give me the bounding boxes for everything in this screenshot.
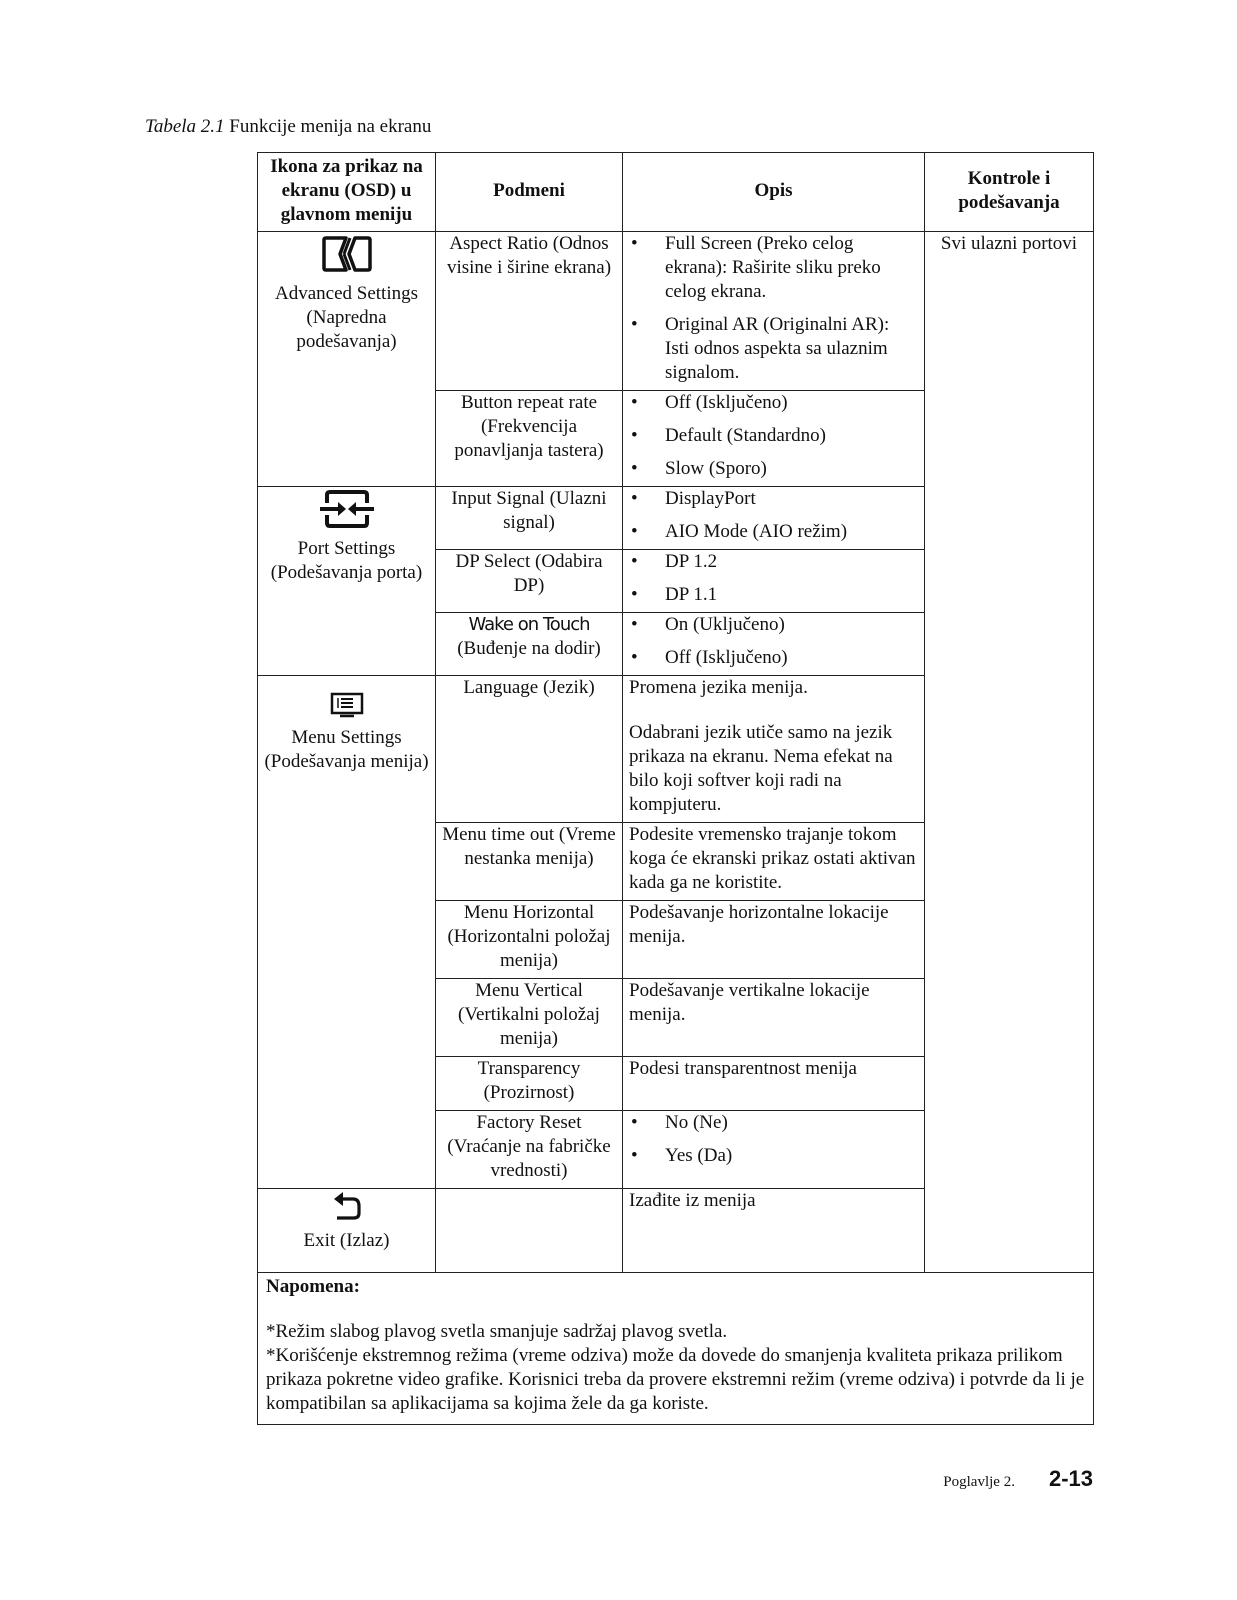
list-item: • No (Ne) [629, 1111, 918, 1135]
exit-icon [331, 1191, 363, 1221]
list-item: • DisplayPort [629, 487, 918, 511]
header-submenu: Podmeni [436, 153, 623, 232]
factory-reset-desc [623, 1111, 925, 1189]
controls-cell: Svi ulazni portovi [925, 232, 1094, 1273]
caption-label: Tabela 2.1 [145, 116, 225, 137]
exit-cell [258, 1189, 436, 1273]
menu-settings-label: Menu Settings (Podešavanja menija) [264, 727, 429, 772]
wake-on-touch-desc [623, 613, 925, 676]
header-description: Opis [623, 153, 925, 232]
language-desc [623, 676, 925, 823]
menu-time-out-desc: Podesite vremensko trajanje tokom koga će ekranski prikaz ostati aktivan kada ga ne koristite. [623, 823, 925, 901]
menu-settings-icon [330, 692, 364, 718]
list-item: • On (Uključeno) [629, 613, 918, 637]
page-number: 2-13 [1048, 1466, 1093, 1491]
menu-vertical-desc: Podešavanje vertikalne lokacije menija. [623, 979, 925, 1057]
aspect-ratio-name: Aspect Ratio (Odnos visine i širine ekrana) [436, 232, 623, 391]
factory-reset-name: Factory Reset (Vraćanje na fabričke vrednosti) [436, 1111, 623, 1189]
dp-select-desc [623, 550, 925, 613]
table-row [258, 232, 1094, 391]
language-name: Language (Jezik) [436, 676, 623, 823]
header-row [258, 153, 1094, 232]
dp-select-name: DP Select (Odabira DP) [436, 550, 623, 613]
list-item: • Full Screen (Preko celog ekrana): Raširite sliku preko celog ekrana. [629, 232, 918, 304]
note-line-1: *Režim slabog plavog svetla smanjuje sadržaj plavog svetla. [266, 1321, 728, 1342]
port-settings-icon [317, 489, 377, 529]
chapter-label: Poglavlje 2. [943, 1474, 1015, 1490]
list-item: • DP 1.1 [629, 583, 918, 607]
list-item: • Slow (Sporo) [629, 457, 918, 481]
language-desc-1: Promena jezika menija. [629, 677, 808, 698]
exit-desc: Izađite iz menija [623, 1189, 925, 1273]
note-cell [258, 1273, 1094, 1425]
list-item: • Off (Isključeno) [629, 391, 918, 415]
list-item: • DP 1.2 [629, 550, 918, 574]
list-item: • Yes (Da) [629, 1144, 918, 1168]
list-item: • Original AR (Originalni AR): Isti odnos aspekta sa ulaznim signalom. [629, 313, 918, 385]
input-signal-name: Input Signal (Ulazni signal) [436, 487, 623, 550]
port-settings-label: Port Settings (Podešavanja porta) [270, 538, 423, 583]
osd-functions-table [257, 152, 1094, 1425]
menu-vertical-name: Menu Vertical (Vertikalni položaj menija) [436, 979, 623, 1057]
note-line-2: *Korišćenje ekstremnog režima (vreme odziva) može da dovede do smanjenja kvaliteta prikaza prilikom prikaza pokretne video grafike. Korisnici treba da provere ekstremni režim (vreme odziva) i potvrde da li je kompatibilan sa aplikacijama sa kojima žele da ga koriste. [266, 1345, 1085, 1414]
port-settings-cell [258, 487, 436, 676]
transparency-name: Transparency (Prozirnost) [436, 1057, 623, 1111]
note-row [258, 1273, 1094, 1425]
language-desc-2: Odabrani jezik utiče samo na jezik prikaza na ekranu. Nema efekat na bilo koji softver koji radi na kompjuteru. [629, 722, 893, 815]
caption-text: Funkcije menija na ekranu [229, 116, 432, 137]
wake-on-touch-cell [436, 613, 623, 676]
list-item: • Off (Isključeno) [629, 646, 918, 670]
page-footer [943, 1466, 1093, 1492]
advanced-settings-cell [258, 232, 436, 487]
aspect-ratio-desc [623, 232, 925, 391]
list-item: • Default (Standardno) [629, 424, 918, 448]
advanced-settings-icon [320, 234, 374, 274]
header-controls: Kontrole i podešavanja [925, 153, 1094, 232]
menu-settings-cell [258, 676, 436, 1189]
menu-horizontal-desc: Podešavanje horizontalne lokacije menija. [623, 901, 925, 979]
button-repeat-rate-name: Button repeat rate (Frekvencija ponavljanja tastera) [436, 391, 623, 487]
button-repeat-rate-desc [623, 391, 925, 487]
input-signal-desc [623, 487, 925, 550]
wake-on-touch-sub: (Buđenje na dodir) [457, 638, 601, 659]
header-icon: Ikona za prikaz na ekranu (OSD) u glavnom meniju [258, 153, 436, 232]
exit-submenu-empty [436, 1189, 623, 1273]
menu-horizontal-name: Menu Horizontal (Horizontalni položaj menija) [436, 901, 623, 979]
advanced-settings-label: Advanced Settings (Napredna podešavanja) [274, 283, 418, 352]
note-title: Napomena: [266, 1276, 360, 1297]
menu-time-out-name: Menu time out (Vreme nestanka menija) [436, 823, 623, 901]
exit-label: Exit (Izlaz) [303, 1230, 390, 1251]
list-item: • AIO Mode (AIO režim) [629, 520, 918, 544]
wake-on-touch-name: Wake on Touch [468, 614, 590, 635]
transparency-desc: Podesi transparentnost menija [623, 1057, 925, 1111]
table-caption [145, 116, 431, 138]
